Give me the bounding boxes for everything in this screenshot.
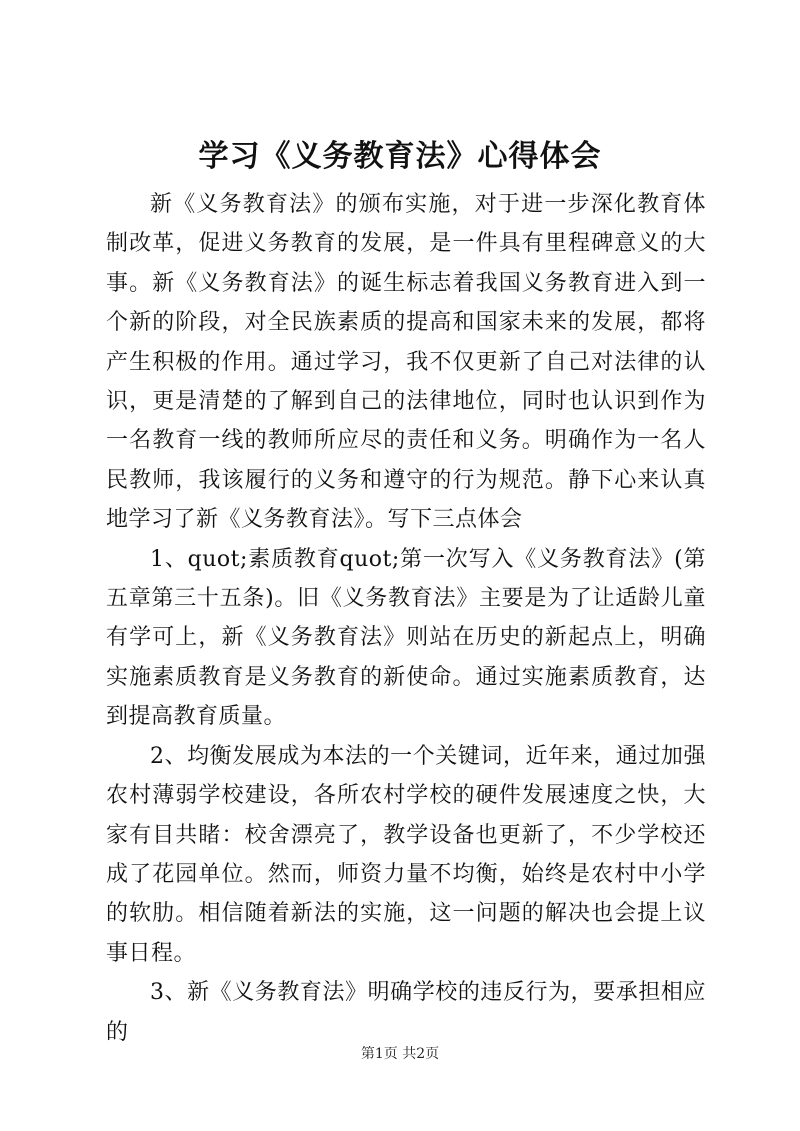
page-number-footer: 第1页 共2页 xyxy=(360,1046,440,1062)
paragraph-point-2: 2、均衡发展成为本法的一个关键词，近年来，通过加强农村薄弱学校建设，各所农村学校的硬件发展速度之快，大家有目共睹：校舍漂亮了，教学设备也更新了，不少学校还成了花园单位。然而，师资力量不均衡，始终是农村中小学的软肋。相信随着新法的实施，这一问题的解决也会提上议事日程。 xyxy=(106,743,706,966)
document-body xyxy=(106,185,706,1052)
page-title: 学习《义务教育法》心得体会 xyxy=(198,139,602,174)
paragraph-point-1: 1、quot;素质教育quot;第一次写入《义务教育法》(第五章第三十五条)。旧《义务教育法》主要是为了让适龄儿童有学可上，新《义务教育法》则站在历史的新起点上，明确实施素质教育是义务教育的新使命。通过实施素质教育，达到提高教育质量。 xyxy=(106,546,706,730)
paragraph-point-3: 3、新《义务教育法》明确学校的违反行为，要承担相应的 xyxy=(106,980,706,1045)
paragraph-intro: 新《义务教育法》的颁布实施，对于进一步深化教育体制改革，促进义务教育的发展，是一件具有里程碑意义的大事。新《义务教育法》的诞生标志着我国义务教育进入到一个新的阶段，对全民族素质的提高和国家未来的发展，都将产生积极的作用。通过学习，我不仅更新了自己对法律的认识，更是清楚的了解到自己的法律地位，同时也认识到作为一名教育一线的教师所应尽的责任和义务。明确作为一名人民教师，我该履行的义务和遵守的行为规范。静下心来认真地学习了新《义务教育法》。写下三点体会 xyxy=(106,192,706,533)
